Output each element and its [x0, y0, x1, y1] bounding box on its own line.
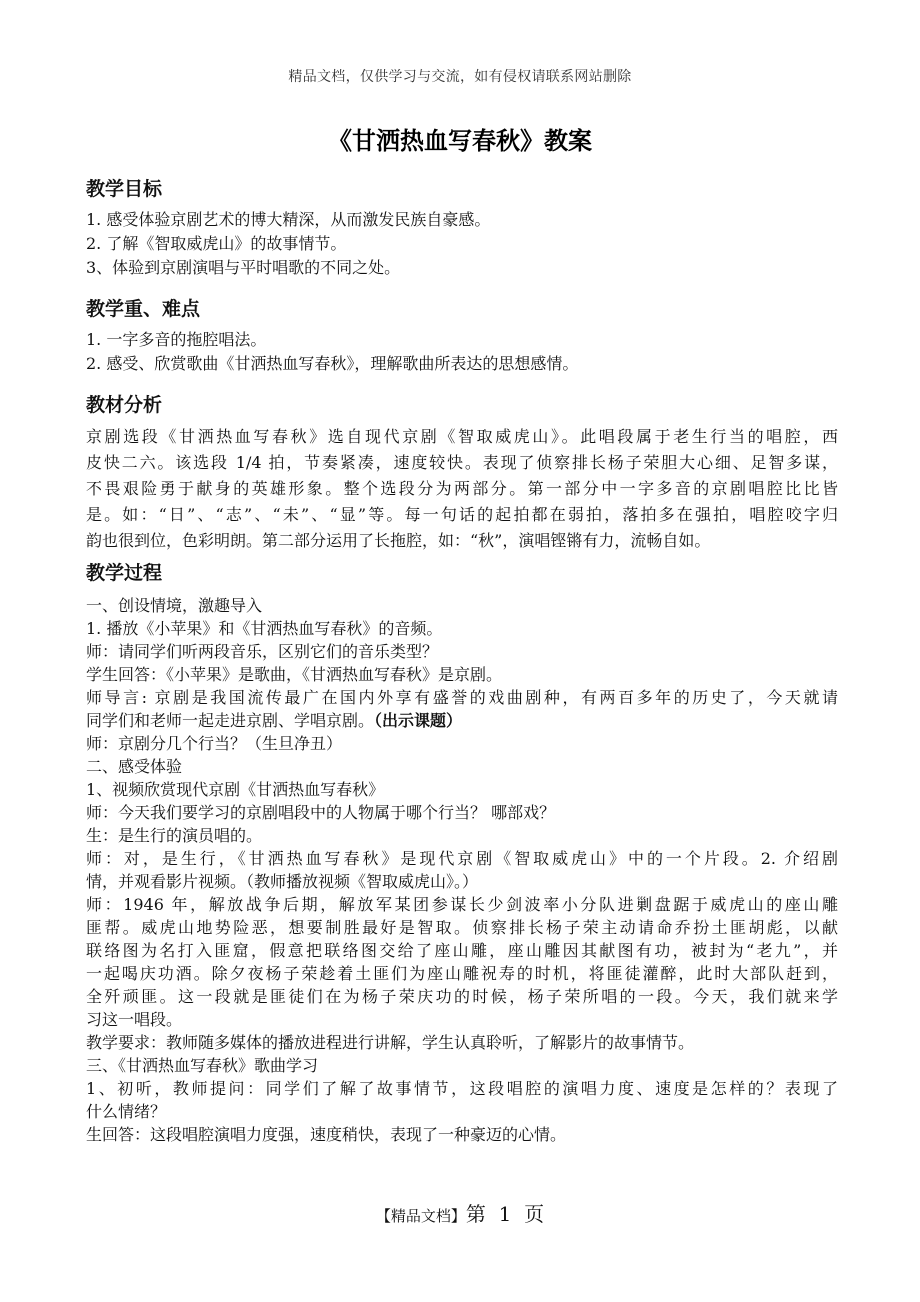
process-line: 学生回答：《小苹果》是歌曲，《甘洒热血写春秋》是京剧。 [86, 665, 503, 684]
analysis-line: 是。如：“日”、“志”、“未”、“显”等。每一句话的起拍都在弱拍，落拍多在强拍，唱腔咬字归 [86, 505, 838, 524]
process-line: 师导言: 京剧是我国流传最广在国内外享有盛誉的戏曲剧种，有两百多年的历史了，今天就请 [86, 688, 838, 707]
process-line-text: 同学们和老师一起走进京剧、学唱京剧。 [86, 711, 375, 730]
process-subheading: 二、感受体验 [86, 757, 183, 776]
process-line: 师：请同学们听两段音乐，区别它们的音乐类型？ [86, 642, 439, 661]
heading-objectives: 教学目标 [86, 178, 163, 200]
process-line: 1、初听，教师提问：同学们了解了故事情节，这段唱腔的演唱力度、速度是怎样的？表现了 [86, 1079, 838, 1098]
process-line: 1、视频欣赏现代京剧《甘洒热血写春秋》 [86, 780, 385, 799]
page-footer [0, 1198, 920, 1227]
analysis-line: 不畏艰险勇于献身的英雄形象。整个选段分为两部分。第一部分中一字多音的京剧唱腔比比皆 [86, 479, 838, 498]
document-title: 《甘洒热血写春秋》教案 [328, 127, 592, 155]
process-line: 师：1946 年，解放战争后期，解放军某团参谋长少剑波率小分队进剿盘踞于威虎山的座山雕 [86, 895, 838, 914]
objective-item: 2. 了解《智取威虎山》的故事情节。 [86, 234, 347, 253]
process-line: 师：今天我们要学习的京剧唱段中的人物属于哪个行当？ 哪部戏？ [86, 803, 556, 822]
process-line: 教学要求：教师随多媒体的播放进程进行讲解，学生认真聆听，了解影片的故事情节。 [86, 1033, 695, 1052]
process-line: 情，并观看影片视频。（教师播放视频《智取威虎山》。） [86, 872, 479, 891]
objective-item: 1. 感受体验京剧艺术的博大精深，从而激发民族自豪感。 [86, 210, 491, 229]
heading-process: 教学过程 [86, 562, 163, 584]
process-subheading: 三、《甘洒热血写春秋》歌曲学习 [86, 1056, 319, 1075]
process-line: 师：对，是生行，《甘洒热血写春秋》是现代京剧《智取威虎山》中的一个片段。2. 介绍剧 [86, 849, 838, 868]
heading-analysis: 教材分析 [86, 394, 163, 416]
heading-key-points: 教学重、难点 [86, 298, 201, 320]
process-line: 生回答：这段唱腔演唱力度强，速度稍快，表现了一种豪迈的心情。 [86, 1125, 567, 1144]
process-line: 一、创设情境，激趣导入 [86, 596, 263, 615]
process-line-with-bold [86, 711, 838, 731]
page-number: 第 1 页 [465, 1202, 545, 1226]
analysis-line: 皮快二六。该选段 1/4 拍，节奏紧凑，速度较快。表现了侦察排长杨子荣胆大心细、足智多谋， [86, 453, 838, 472]
show-topic-note: （出示课题） [374, 711, 463, 730]
process-line: 匪帮。威虎山地势险恶，想要制胜最好是智取。侦察排长杨子荣主动请命乔扮土匪胡彪，以献 [86, 918, 838, 937]
analysis-line: 京剧选段《甘洒热血写春秋》选自现代京剧《智取威虎山》。此唱段属于老生行当的唱腔，西 [86, 427, 838, 446]
process-line: 师：京剧分几个行当？（生旦净丑） [86, 734, 343, 753]
process-line: 习这一唱段。 [86, 1010, 183, 1029]
analysis-line: 韵也很到位，色彩明朗。第二部分运用了长拖腔，如：“秋”，演唱铿锵有力，流畅自如。 [86, 531, 711, 550]
process-line: 1. 播放《小苹果》和《甘洒热血写春秋》的音频。 [86, 619, 443, 638]
key-point-item: 1. 一字多音的拖腔唱法。 [86, 330, 267, 349]
key-point-item: 2. 感受、欣赏歌曲《甘洒热血写春秋》，理解歌曲所表达的思想感情。 [86, 354, 579, 373]
process-line: 什么情绪？ [86, 1102, 167, 1121]
process-line: 生：是生行的演员唱的。 [86, 826, 263, 845]
process-line: 全歼顽匪。这一段就是匪徒们在为杨子荣庆功的时候，杨子荣所唱的一段。今天，我们就来学 [86, 987, 838, 1006]
page-header-notice: 精品文档，仅供学习与交流，如有侵权请联系网站删除 [288, 69, 632, 85]
process-line: 一起喝庆功酒。除夕夜杨子荣趁着土匪们为座山雕祝寿的时机，将匪徒灌醉，此时大部队赶到， [86, 964, 838, 983]
footer-tag: 【精品文档】 [375, 1207, 466, 1225]
process-line: 联络图为名打入匪窟，假意把联络图交给了座山雕，座山雕因其献图有功，被封为“老九”，并 [86, 941, 838, 960]
objective-item: 3、体验到京剧演唱与平时唱歌的不同之处。 [86, 258, 401, 277]
